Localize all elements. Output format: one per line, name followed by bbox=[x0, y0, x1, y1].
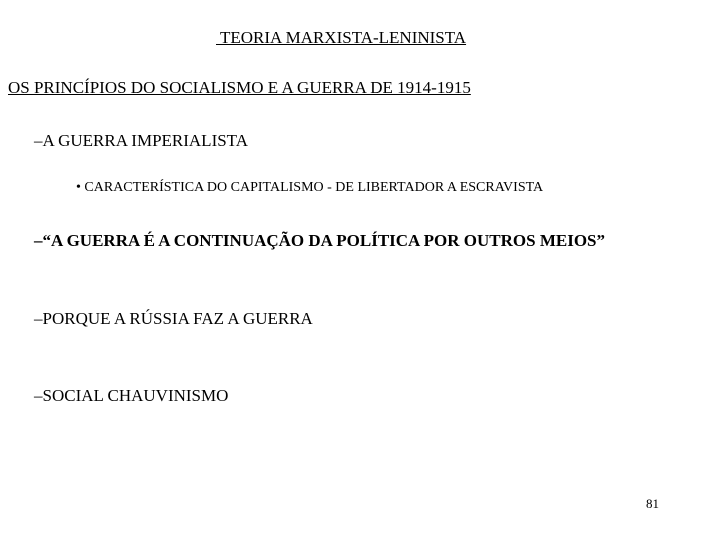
bullet-item: –PORQUE A RÚSSIA FAZ A GUERRA bbox=[34, 309, 313, 328]
bullet-item: –A GUERRA IMPERIALISTA bbox=[34, 131, 248, 150]
slide-title: TEORIA MARXISTA-LENINISTA bbox=[216, 28, 467, 47]
bullet-item: –“A GUERRA É A CONTINUAÇÃO DA POLÍTICA POR OUTROS MEIOS” bbox=[34, 231, 606, 250]
page-number: 81 bbox=[646, 496, 659, 511]
slide-subtitle: OS PRINCÍPIOS DO SOCIALISMO E A GUERRA DE 1914-1915 bbox=[8, 78, 471, 97]
bullet-item: –SOCIAL CHAUVINISMO bbox=[34, 386, 229, 405]
sub-bullet-item: • CARACTERÍSTICA DO CAPITALISMO - DE LIBERTADOR A ESCRAVISTA bbox=[76, 180, 544, 195]
